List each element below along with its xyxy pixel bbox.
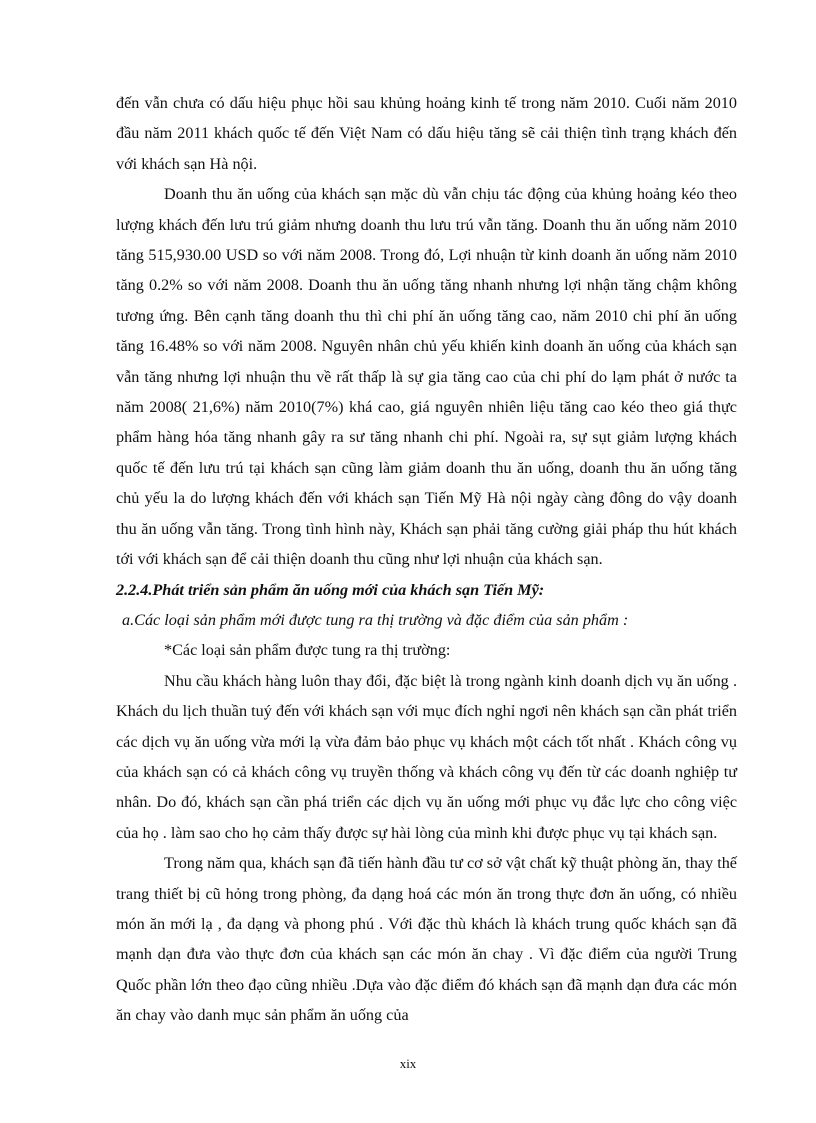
section-heading: 2.2.4.Phát triển sản phẩm ăn uống mới của khách sạn Tiến Mỹ: [116, 580, 545, 599]
document-page [116, 88, 737, 1031]
paragraph-continuation: đến vẫn chưa có dấu hiệu phục hồi sau khủng hoảng kinh tế trong năm 2010. Cuối năm 2010 đầu năm 2011 khách quốc tế đến Việt Nam có dấu hiệu tăng sẽ cải thiện tình trạng khách đến với khách sạn Hà nội. [116, 94, 737, 173]
bullet-title: *Các loại sản phẩm được tung ra thị trường: [164, 641, 451, 660]
page-number: xix [399, 1056, 417, 1071]
paragraph-investment: Trong năm qua, khách sạn đã tiến hành đầu tư cơ sở vật chất kỹ thuật phòng ăn, thay thế trang thiết bị cũ hỏng trong phòng, đa dạng hoá các món ăn trong thực đơn ăn uống, có nhiều món ăn mới lạ , đa dạng và phong phú . Với đặc thù khách là khách trung quốc khách sạn đã mạnh dạn đưa vào thực đơn của khách sạn các món ăn chay . Vì đặc điểm của người Trung Quốc phần lớn theo đạo cũng nhiều .Dựa vào đặc điểm đó khách sạn đã mạnh dạn đưa các món ăn chay vào danh mục sản phẩm ăn uống của [116, 854, 737, 1025]
paragraph-customer-needs: Nhu cầu khách hàng luôn thay đổi, đặc biệt là trong ngành kinh doanh dịch vụ ăn uống . Khách du lịch thuần tuý đến với khách sạn với mục đích nghỉ ngơi nên khách sạn cần phát triển các dịch vụ ăn uống vừa mới lạ vừa đảm bảo phục vụ khách một cách tốt nhất . Khách công vụ của khách sạn có cả khách công vụ truyền thống và khách công vụ đến từ các doanh nghiệp tư nhân. Do đó, khách sạn cần phá triển các dịch vụ ăn uống mới phục vụ đắc lực cho công việc của họ . làm sao cho họ cảm thấy được sự hài lòng của mình khi được phục vụ tại khách sạn. [116, 671, 737, 842]
subsection-heading: a.Các loại sản phẩm mới được tung ra thị trường và đặc điểm của sản phẩm : [122, 610, 629, 629]
paragraph-revenue-analysis: Doanh thu ăn uống của khách sạn mặc dù vẫn chịu tác động của khủng hoảng kéo theo lượng khách đến lưu trú giảm nhưng doanh thu lưu trú vẫn tăng. Doanh thu ăn uống năm 2010 tăng 515,930.00 USD so với năm 2008. Trong đó, Lợi nhuận từ kinh doanh ăn uống năm 2010 tăng 0.2% so với năm 2008. Doanh thu ăn uống tăng nhanh nhưng lợi nhận tăng chậm không tương ứng. Bên cạnh tăng doanh thu thì chi phí ăn uống tăng cao, năm 2010 chi phí ăn uống tăng 16.48% so với năm 2008. Nguyên nhân chủ yếu khiến kinh doanh ăn uống của khách sạn vẫn tăng nhưng lợi nhuận thu về rất thấp là sự gia tăng cao của chi phí do lạm phát ở nước ta năm 2008( 21,6%) năm 2010(7%) khá cao, giá nguyên nhiên liệu tăng cao kéo theo giá thực phẩm hàng hóa tăng nhanh gây ra sư tăng nhanh chi phí. Ngoài ra, sự sụt giảm lượng khách quốc tế đến lưu trú tại khách sạn cũng làm giảm doanh thu ăn uống, doanh thu ăn uống tăng chủ yếu la do lượng khách đến với khách sạn Tiến Mỹ Hà nội ngày càng đông do vậy doanh thu ăn uống vẫn tăng. Trong tình hình này, Khách sạn phải tăng cường giải pháp thu hút khách tới với khách sạn để cải thiện doanh thu cũng như lợi nhuận của khách sạn. [116, 185, 737, 569]
